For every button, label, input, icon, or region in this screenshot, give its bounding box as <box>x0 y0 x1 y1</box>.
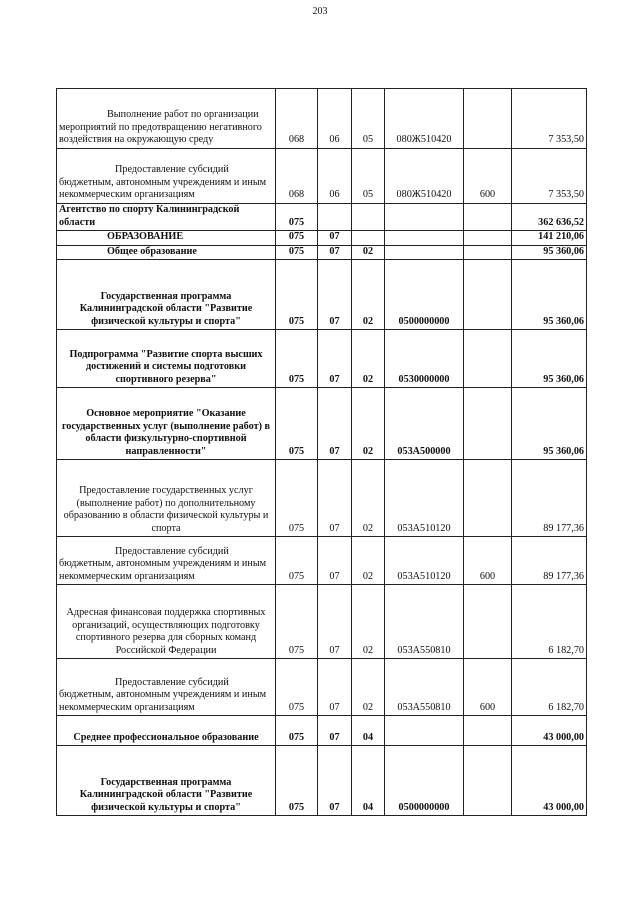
target-article-cell: 0500000000 <box>385 746 464 816</box>
item-name-cell: Предоставление субсидий бюджетным, автономным учреждениям и иным некоммерческим организациям <box>57 659 276 716</box>
ministry-code-cell: 075 <box>276 746 318 816</box>
target-article-cell: 0530000000 <box>385 330 464 388</box>
section-code-cell: 07 <box>318 330 352 388</box>
expense-type-cell <box>464 89 512 149</box>
amount-cell: 95 360,06 <box>512 330 587 388</box>
section-code-cell: 07 <box>318 537 352 585</box>
amount-cell: 95 360,06 <box>512 388 587 460</box>
ministry-code-cell: 075 <box>276 537 318 585</box>
ministry-code-cell: 075 <box>276 716 318 746</box>
target-article-cell: 053А510120 <box>385 460 464 537</box>
target-article-cell: 0500000000 <box>385 260 464 330</box>
amount-cell: 43 000,00 <box>512 746 587 816</box>
ministry-code-cell: 075 <box>276 659 318 716</box>
item-name-cell: Подпрограмма "Развитие спорта высших достижений и системы подготовки спортивного резерва" <box>57 330 276 388</box>
subsection-code-cell: 02 <box>352 330 385 388</box>
target-article-cell <box>385 231 464 246</box>
ministry-code-cell: 075 <box>276 245 318 260</box>
subsection-code-cell <box>352 204 385 231</box>
section-code-cell: 07 <box>318 245 352 260</box>
table-row <box>57 330 587 388</box>
item-name-cell: Государственная программа Калининградской области "Развитие физической культуры и спорта" <box>57 260 276 330</box>
page-number: 203 <box>312 6 328 17</box>
ministry-code-cell: 075 <box>276 330 318 388</box>
ministry-code-cell: 075 <box>276 460 318 537</box>
item-name-cell: ОБРАЗОВАНИЕ <box>57 231 276 246</box>
section-code-cell <box>318 204 352 231</box>
item-name-cell: Государственная программа Калининградской области "Развитие физической культуры и спорта" <box>57 746 276 816</box>
amount-cell: 89 177,36 <box>512 460 587 537</box>
expense-type-cell: 600 <box>464 537 512 585</box>
table-row <box>57 659 587 716</box>
amount-cell: 6 182,70 <box>512 585 587 659</box>
ministry-code-cell: 075 <box>276 204 318 231</box>
expense-type-cell: 600 <box>464 149 512 204</box>
subsection-code-cell: 05 <box>352 89 385 149</box>
expense-type-cell <box>464 585 512 659</box>
item-name-cell: Основное мероприятие "Оказание государственных услуг (выполнение работ) в области физкультурно-спортивной направленности" <box>57 388 276 460</box>
item-name-cell: Среднее профессиональное образование <box>57 716 276 746</box>
amount-cell: 89 177,36 <box>512 537 587 585</box>
table-row <box>57 537 587 585</box>
expense-type-cell <box>464 746 512 816</box>
section-code-cell: 07 <box>318 260 352 330</box>
table-row <box>57 89 587 149</box>
ministry-code-cell: 075 <box>276 231 318 246</box>
section-code-cell: 07 <box>318 460 352 537</box>
expense-type-cell <box>464 260 512 330</box>
subsection-code-cell <box>352 231 385 246</box>
target-article-cell <box>385 204 464 231</box>
table-row <box>57 231 587 246</box>
ministry-code-cell: 075 <box>276 585 318 659</box>
item-name-cell: Агентство по спорту Калининградской области <box>57 204 276 231</box>
item-name-cell: Предоставление субсидий бюджетным, автономным учреждениям и иным некоммерческим организациям <box>57 537 276 585</box>
section-code-cell: 07 <box>318 585 352 659</box>
subsection-code-cell: 02 <box>352 537 385 585</box>
table-row <box>57 460 587 537</box>
section-code-cell: 06 <box>318 89 352 149</box>
section-code-cell: 07 <box>318 716 352 746</box>
expense-type-cell: 600 <box>464 659 512 716</box>
expense-type-cell <box>464 231 512 246</box>
table-row <box>57 746 587 816</box>
expense-type-cell <box>464 245 512 260</box>
expense-type-cell <box>464 716 512 746</box>
table-row <box>57 388 587 460</box>
target-article-cell: 053А510120 <box>385 537 464 585</box>
amount-cell: 43 000,00 <box>512 716 587 746</box>
table-row <box>57 149 587 204</box>
subsection-code-cell: 04 <box>352 716 385 746</box>
ministry-code-cell: 068 <box>276 149 318 204</box>
section-code-cell: 07 <box>318 388 352 460</box>
section-code-cell: 07 <box>318 659 352 716</box>
table-row <box>57 585 587 659</box>
target-article-cell: 080Ж510420 <box>385 89 464 149</box>
subsection-code-cell: 02 <box>352 260 385 330</box>
target-article-cell: 053А500000 <box>385 388 464 460</box>
item-name-cell: Выполнение работ по организации мероприятий по предотвращению негативного воздействия на окружающую среду <box>57 89 276 149</box>
amount-cell: 7 353,50 <box>512 149 587 204</box>
target-article-cell: 053А550810 <box>385 659 464 716</box>
expense-type-cell <box>464 388 512 460</box>
amount-cell: 362 636,52 <box>512 204 587 231</box>
expense-type-cell <box>464 330 512 388</box>
amount-cell: 6 182,70 <box>512 659 587 716</box>
subsection-code-cell: 05 <box>352 149 385 204</box>
table-row <box>57 716 587 746</box>
expense-type-cell <box>464 460 512 537</box>
target-article-cell <box>385 716 464 746</box>
table-row <box>57 245 587 260</box>
item-name-cell: Адресная финансовая поддержка спортивных организаций, осуществляющих подготовку спортивного резерва для сборных команд Российской Федерации <box>57 585 276 659</box>
amount-cell: 7 353,50 <box>512 89 587 149</box>
budget-table <box>56 88 587 816</box>
section-code-cell: 06 <box>318 149 352 204</box>
subsection-code-cell: 02 <box>352 245 385 260</box>
target-article-cell: 080Ж510420 <box>385 149 464 204</box>
target-article-cell <box>385 245 464 260</box>
subsection-code-cell: 02 <box>352 388 385 460</box>
amount-cell: 141 210,06 <box>512 231 587 246</box>
subsection-code-cell: 02 <box>352 460 385 537</box>
amount-cell: 95 360,06 <box>512 245 587 260</box>
table-row <box>57 204 587 231</box>
subsection-code-cell: 04 <box>352 746 385 816</box>
subsection-code-cell: 02 <box>352 585 385 659</box>
expense-type-cell <box>464 204 512 231</box>
table-row <box>57 260 587 330</box>
ministry-code-cell: 068 <box>276 89 318 149</box>
target-article-cell: 053А550810 <box>385 585 464 659</box>
item-name-cell: Предоставление государственных услуг (выполнение работ) по дополнительному образованию в области физической культуры и спорта <box>57 460 276 537</box>
section-code-cell: 07 <box>318 231 352 246</box>
section-code-cell: 07 <box>318 746 352 816</box>
subsection-code-cell: 02 <box>352 659 385 716</box>
ministry-code-cell: 075 <box>276 388 318 460</box>
item-name-cell: Общее образование <box>57 245 276 260</box>
ministry-code-cell: 075 <box>276 260 318 330</box>
amount-cell: 95 360,06 <box>512 260 587 330</box>
item-name-cell: Предоставление субсидий бюджетным, автономным учреждениям и иным некоммерческим организациям <box>57 149 276 204</box>
